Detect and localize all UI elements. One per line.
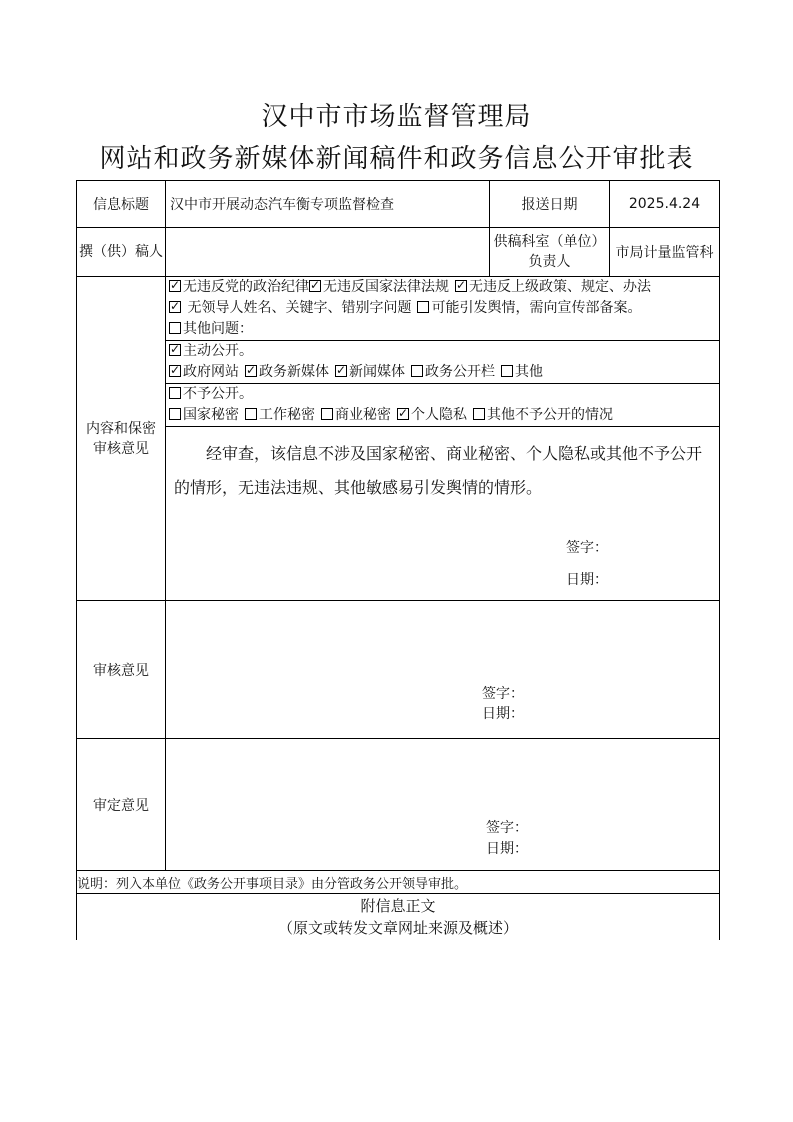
row-opinion bbox=[77, 427, 720, 601]
row-approval bbox=[77, 739, 720, 871]
document-title: 汉中市市场监督管理局 bbox=[261, 102, 532, 132]
author-value bbox=[166, 228, 490, 277]
submit-date-label: 报送日期 bbox=[490, 181, 610, 228]
channel-text-3: 政务公开栏 bbox=[425, 364, 495, 380]
attachment-subtitle: （原文或转发文章网址来源及概述） bbox=[277, 918, 518, 937]
compliance-text-2: 无违反上级政策、规定、办法 bbox=[469, 279, 651, 295]
public-active-line bbox=[166, 341, 719, 362]
checkbox-5[interactable] bbox=[169, 322, 181, 334]
review-section-label: 内容和保密审核意见 bbox=[77, 277, 166, 601]
checkbox-channel-1[interactable] bbox=[245, 365, 257, 377]
approval-cell[interactable] bbox=[166, 739, 720, 871]
channel-text-4: 其他 bbox=[515, 364, 543, 380]
compliance-cell bbox=[166, 277, 720, 341]
row-attachment bbox=[77, 894, 720, 940]
compliance-text-4: 可能引发舆情，需向宣传部备案。 bbox=[431, 300, 642, 316]
channel-text-2: 新闻媒体 bbox=[349, 364, 405, 380]
document-subtitle: 网站和政务新媒体新闻稿件和政务信息公开审批表 bbox=[99, 144, 694, 174]
reason-text-1: 工作秘密 bbox=[259, 407, 315, 423]
review-sign-label: 签字： bbox=[566, 540, 608, 556]
compliance-line-2 bbox=[166, 298, 719, 319]
attachment-title: 附信息正文 bbox=[360, 896, 436, 915]
audit-date-label: 日期： bbox=[482, 706, 524, 722]
row-author bbox=[77, 228, 720, 277]
row-note bbox=[77, 871, 720, 894]
info-title-label: 信息标题 bbox=[77, 181, 166, 228]
checkbox-reason-4[interactable] bbox=[473, 408, 485, 420]
compliance-text-5: 其他问题： bbox=[183, 321, 253, 337]
approval-label: 审定意见 bbox=[77, 739, 166, 871]
channel-text-1: 政务新媒体 bbox=[259, 364, 329, 380]
not-public-cell bbox=[166, 384, 720, 427]
approval-sign-label: 签字： bbox=[486, 820, 528, 836]
checkbox-1[interactable] bbox=[309, 280, 321, 292]
submit-date-value: 2025.4.24 bbox=[610, 181, 720, 228]
audit-cell[interactable] bbox=[166, 601, 720, 739]
checkbox-channel-2[interactable] bbox=[335, 365, 347, 377]
compliance-text-1: 无违反国家法律法规 bbox=[323, 279, 449, 295]
checkbox-channel-4[interactable] bbox=[501, 365, 513, 377]
not-public-line bbox=[166, 384, 719, 405]
channels-line bbox=[166, 362, 719, 383]
row-compliance bbox=[77, 277, 720, 341]
row-not-public bbox=[77, 384, 720, 427]
public-active-text: 主动公开。 bbox=[183, 343, 253, 359]
checkbox-4[interactable] bbox=[417, 301, 429, 313]
reason-text-3: 个人隐私 bbox=[411, 407, 467, 423]
checkbox-channel-3[interactable] bbox=[411, 365, 423, 377]
compliance-text-0: 无违反党的政治纪律 bbox=[183, 279, 309, 295]
dept-head-label: 供稿科室（单位）负责人 bbox=[490, 228, 610, 277]
checkbox-public-active[interactable] bbox=[169, 344, 181, 356]
row-info-title bbox=[77, 181, 720, 228]
checkbox-channel-0[interactable] bbox=[169, 365, 181, 377]
review-date-label: 日期： bbox=[566, 572, 608, 588]
reason-text-2: 商业秘密 bbox=[335, 407, 391, 423]
checkbox-reason-3[interactable] bbox=[397, 408, 409, 420]
channel-text-0: 政府网站 bbox=[183, 364, 239, 380]
approval-form-table bbox=[76, 180, 720, 940]
compliance-line-3 bbox=[166, 319, 719, 340]
audit-label: 审核意见 bbox=[77, 601, 166, 739]
checkbox-reason-2[interactable] bbox=[321, 408, 333, 420]
info-title-value: 汉中市开展动态汽车衡专项监督检查 bbox=[166, 181, 490, 228]
not-public-text: 不予公开。 bbox=[183, 386, 253, 402]
approval-date-label: 日期： bbox=[486, 841, 528, 857]
compliance-line-1 bbox=[166, 277, 719, 298]
row-public bbox=[77, 341, 720, 384]
dept-value: 市局计量监管科 bbox=[610, 228, 720, 277]
opinion-cell bbox=[166, 427, 720, 601]
reason-text-0: 国家秘密 bbox=[183, 407, 239, 423]
reasons-line bbox=[166, 405, 719, 426]
public-cell bbox=[166, 341, 720, 384]
opinion-text: 经审查，该信息不涉及国家秘密、商业秘密、个人隐私或其他不予公开的情形，无违法违规、其他敏感易引发舆情的情形。 bbox=[174, 444, 703, 497]
checkbox-reason-1[interactable] bbox=[245, 408, 257, 420]
checkbox-not-public[interactable] bbox=[169, 387, 181, 399]
checkbox-reason-0[interactable] bbox=[169, 408, 181, 420]
attachment-cell bbox=[77, 894, 720, 940]
compliance-text-3: 无领导人姓名、关键字、错别字问题 bbox=[183, 300, 412, 316]
row-audit bbox=[77, 601, 720, 739]
author-label: 撰（供）稿人 bbox=[77, 228, 166, 277]
reason-text-4: 其他不予公开的情况 bbox=[487, 407, 613, 423]
checkbox-3[interactable] bbox=[169, 301, 181, 313]
audit-sign-label: 签字： bbox=[482, 686, 524, 702]
checkbox-0[interactable] bbox=[169, 280, 181, 292]
checkbox-2[interactable] bbox=[455, 280, 467, 292]
note-text: 说明：列入本单位《政务公开事项目录》由分管政务公开领导审批。 bbox=[77, 871, 720, 894]
